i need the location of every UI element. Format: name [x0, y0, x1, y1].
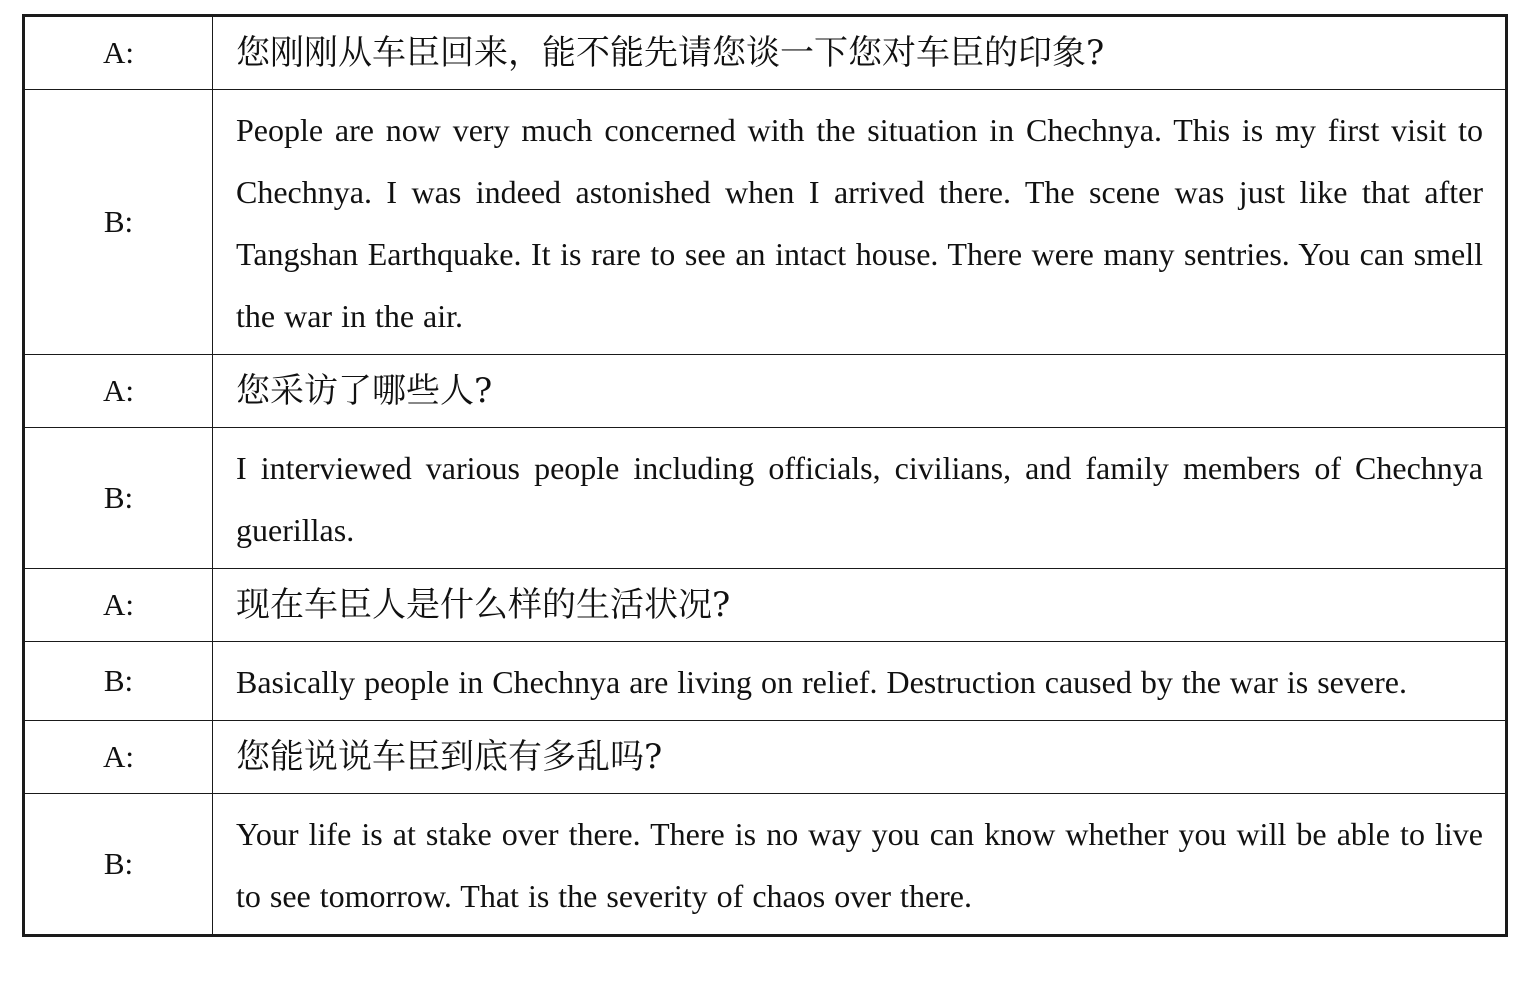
- dialogue-line: Basically people in Chechnya are living on relief. Destruction caused by the war is severe.: [213, 642, 1507, 721]
- dialogue-line: People are now very much concerned with the situation in Chechnya. This is my first visit to Chechnya. I was indeed astonished when I arrived there. The scene was just like that after Tangshan Earthquake. It is rare to see an intact house. There were many sentries. You can smell the war in the air.: [213, 90, 1507, 355]
- speaker-label: B:: [24, 428, 213, 569]
- dialogue-row: [24, 16, 1507, 90]
- dialogue-line: 现在车臣人是什么样的生活状况?: [213, 569, 1507, 642]
- dialogue-row: [24, 355, 1507, 428]
- dialogue-row: [24, 90, 1507, 355]
- dialogue-line: 您能说说车臣到底有多乱吗?: [213, 721, 1507, 794]
- speaker-label: A:: [24, 569, 213, 642]
- speaker-label: B:: [24, 90, 213, 355]
- speaker-label: A:: [24, 16, 213, 90]
- dialogue-line: Your life is at stake over there. There is no way you can know whether you will be able to live to see tomorrow. That is the severity of chaos over there.: [213, 794, 1507, 936]
- speaker-label: A:: [24, 721, 213, 794]
- dialogue-row: [24, 569, 1507, 642]
- dialogue-row: [24, 428, 1507, 569]
- speaker-label: B:: [24, 642, 213, 721]
- dialogue-table: [22, 14, 1508, 937]
- dialogue-line: 您采访了哪些人?: [213, 355, 1507, 428]
- dialogue-line: 您刚刚从车臣回来，能不能先请您谈一下您对车臣的印象?: [213, 16, 1507, 90]
- dialogue-row: [24, 721, 1507, 794]
- speaker-label: A:: [24, 355, 213, 428]
- speaker-label: B:: [24, 794, 213, 936]
- dialogue-row: [24, 794, 1507, 936]
- dialogue-row: [24, 642, 1507, 721]
- dialogue-line: I interviewed various people including officials, civilians, and family members of Chechnya guerillas.: [213, 428, 1507, 569]
